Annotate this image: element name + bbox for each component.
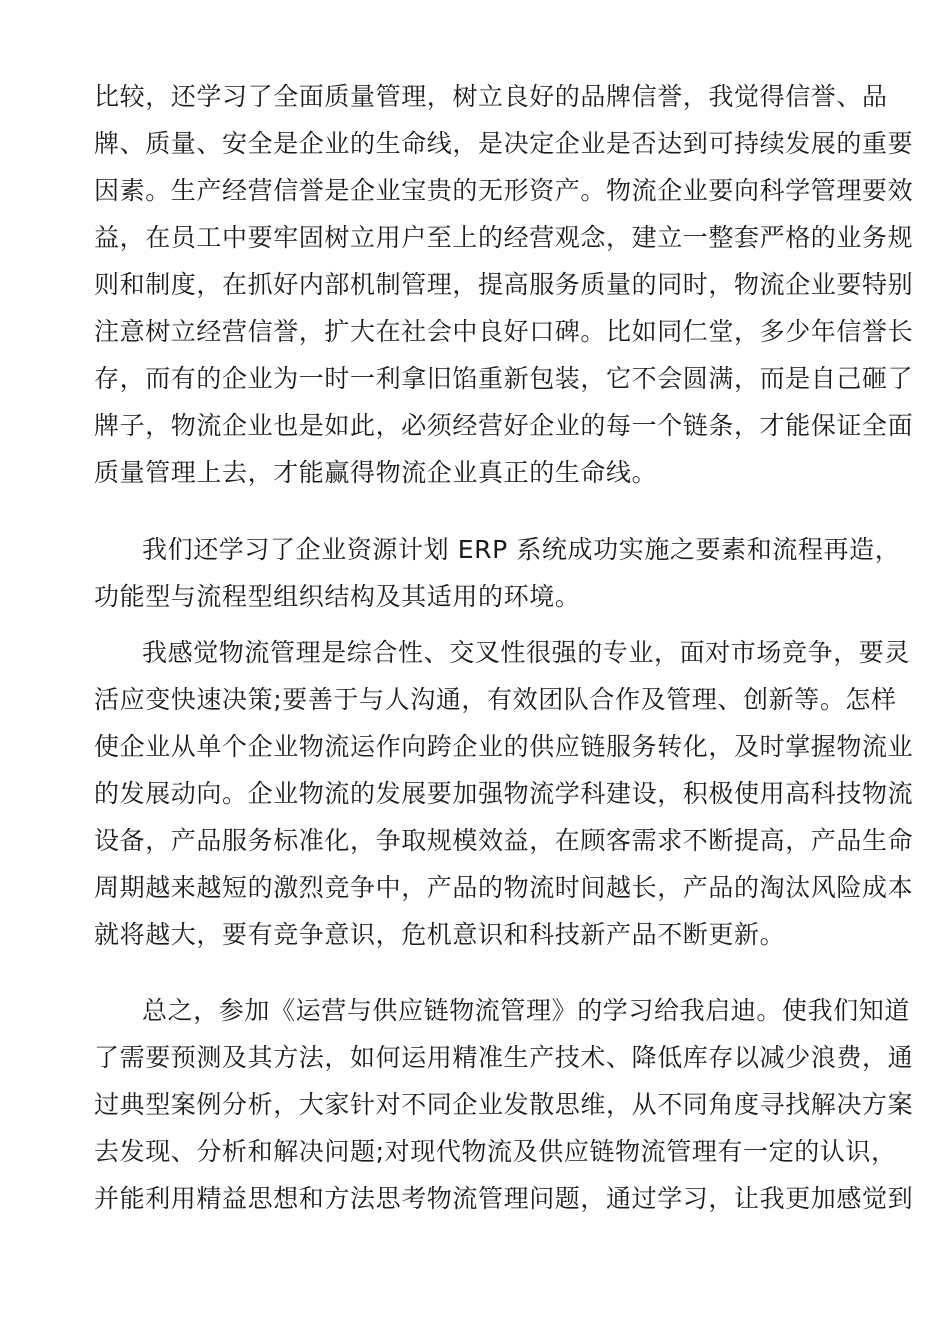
text-line: 牌子，物流企业也是如此，必须经营好企业的每一个链条，才能保证全面 [94,411,914,440]
text-line: 因素。生产经营信誉是企业宝贵的无形资产。物流企业要向科学管理要效 [94,176,914,205]
text-line: 比较，还学习了全面质量管理，树立良好的品牌信誉，我觉得信誉、品 [94,82,888,111]
text-line: 就将越大，要有竞争意识，危机意识和科技新产品不断更新。 [94,920,786,949]
text-line: 质量管理上去，才能赢得物流企业真正的生命线。 [94,458,658,487]
paragraph-first-line: 我们还学习了企业资源计划 ERP 系统成功实施之要素和流程再造， [142,535,901,564]
text-line: 活应变快速决策;要善于与人沟通，有效团队合作及管理、创新等。怎样 [94,685,897,714]
text-line: 并能利用精益思想和方法思考物流管理问题，通过学习，让我更加感觉到 [94,1184,914,1213]
text-line: 功能型与流程型组织结构及其适用的环境。 [94,582,581,611]
text-line: 存，而有的企业为一时一利拿旧馅重新包装，它不会圆满，而是自己砸了 [94,364,914,393]
paragraph-first-line: 总之，参加《运营与供应链物流管理》的学习给我启迪。使我们知道 [142,996,911,1025]
text-line: 去发现、分析和解决问题;对现代物流及供应链物流管理有一定的认识， [94,1137,897,1166]
text-line: 设备，产品服务标准化，争取规模效益，在顾客需求不断提高，产品生命 [94,826,914,855]
text-line: 周期越来越短的激烈竞争中，产品的物流时间越长，产品的淘汰风险成本 [94,873,914,902]
text-line: 的发展动向。企业物流的发展要加强物流学科建设，积极使用高科技物流 [94,779,914,808]
text-line: 注意树立经营信誉，扩大在社会中良好口碑。比如同仁堂，多少年信誉长 [94,317,914,346]
text-line: 则和制度，在抓好内部机制管理，提高服务质量的同时，物流企业要特别 [94,270,914,299]
text-line: 了需要预测及其方法，如何运用精准生产技术、降低库存以减少浪费，通 [94,1043,914,1072]
text-line: 使企业从单个企业物流运作向跨企业的供应链服务转化，及时掌握物流业 [94,732,914,761]
text-line: 过典型案例分析，大家针对不同企业发散思维，从不同角度寻找解决方案 [94,1090,914,1119]
text-line: 益，在员工中要牢固树立用户至上的经营观念，建立一整套严格的业务规 [94,223,914,252]
paragraph-first-line: 我感觉物流管理是综合性、交叉性很强的专业，面对市场竞争，要灵 [142,638,911,667]
text-line: 牌、质量、安全是企业的生命线，是决定企业是否达到可持续发展的重要 [94,129,914,158]
